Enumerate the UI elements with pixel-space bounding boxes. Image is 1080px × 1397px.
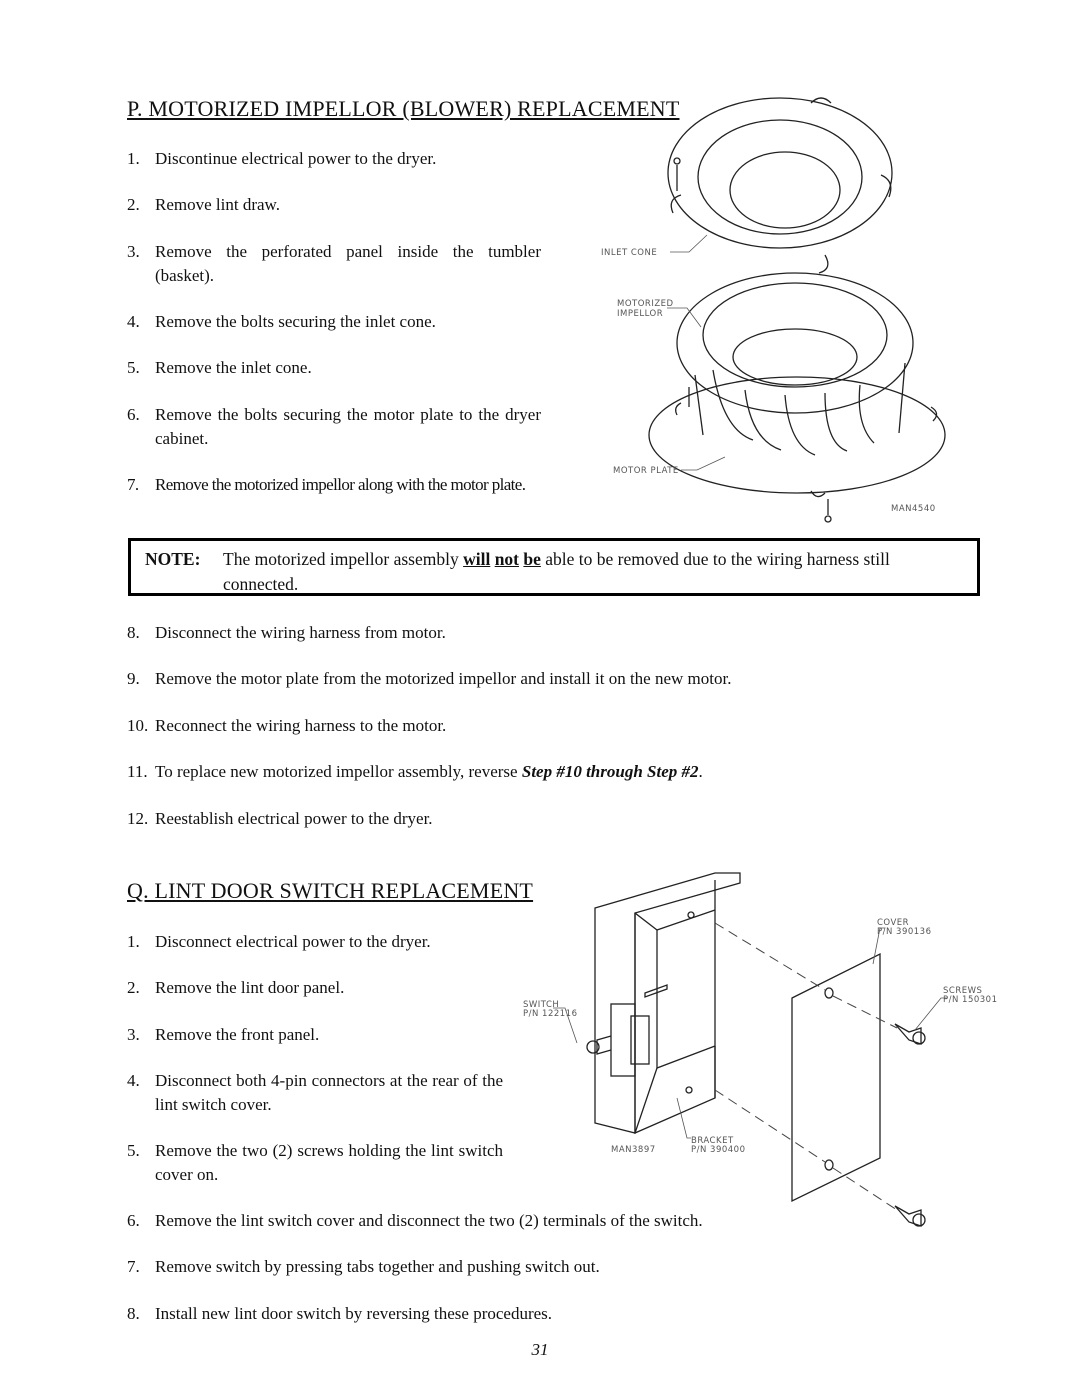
list-item xyxy=(127,310,547,334)
step-number: 2. xyxy=(127,978,140,997)
step-number: 5. xyxy=(127,1141,140,1160)
step-number: 1. xyxy=(127,932,140,951)
step-text: Remove the motorized impellor along with the motor plate. xyxy=(155,475,526,494)
inlet-cone-label: INLET CONE xyxy=(601,248,658,258)
step-text: Remove switch by pressing tabs together and pushing switch out. xyxy=(155,1257,600,1276)
step-reference: Step #10 through Step #2 xyxy=(521,762,699,781)
step-number: 10. xyxy=(127,716,149,735)
note-text xyxy=(223,547,967,597)
step-number: 7. xyxy=(127,1257,140,1276)
step-number: 4. xyxy=(127,1071,140,1090)
diagram-code: MAN3897 xyxy=(611,1145,656,1155)
step-text: Remove the two (2) screws holding the lint switch cover on. xyxy=(155,1141,503,1184)
impellor-label: IMPELLOR xyxy=(617,309,664,319)
step-text: Remove the inlet cone. xyxy=(155,358,312,377)
note-emph-be: be xyxy=(523,549,541,569)
step-text: Install new lint door switch by reversing these procedures. xyxy=(155,1304,553,1323)
list-item xyxy=(127,193,547,217)
step-text: Reestablish electrical power to the dryer. xyxy=(155,809,433,828)
step-text-after: . xyxy=(698,762,703,781)
step-text: Remove the bolts securing the motor plate to the dryer cabinet. xyxy=(155,405,541,448)
step-text-before: To replace new motorized impellor assembly, reverse xyxy=(155,762,522,781)
list-item xyxy=(127,760,987,784)
list-item xyxy=(127,1139,503,1187)
note-box xyxy=(128,538,980,596)
note-emph-not: not xyxy=(494,549,519,569)
step-text: Disconnect both 4-pin connectors at the rear of the lint switch cover. xyxy=(155,1071,503,1114)
step-number: 4. xyxy=(127,312,140,331)
step-number: 12. xyxy=(127,809,149,828)
step-text: Disconnect the wiring harness from motor. xyxy=(155,623,446,642)
list-item xyxy=(127,1302,987,1326)
note-text-after: able to be removed due to the wiring harness still connected. xyxy=(223,549,890,594)
list-item xyxy=(127,1023,547,1047)
cover-part-number: P/N 390136 xyxy=(877,927,932,937)
note-label: NOTE: xyxy=(145,549,201,569)
list-item xyxy=(127,1069,503,1117)
step-number: 1. xyxy=(127,149,140,168)
list-item xyxy=(127,1255,987,1279)
step-number: 6. xyxy=(127,1211,140,1230)
list-item xyxy=(127,976,547,1000)
list-item xyxy=(127,147,547,171)
switch-part-number: P/N 122116 xyxy=(523,1009,578,1019)
lint-switch-diagram xyxy=(515,868,998,1238)
step-text: Remove the front panel. xyxy=(155,1025,320,1044)
step-number: 9. xyxy=(127,669,140,688)
motorized-label: MOTORIZED xyxy=(617,299,674,309)
step-number: 7. xyxy=(127,475,139,494)
step-number: 8. xyxy=(127,623,140,642)
motor-plate-label: MOTOR PLATE xyxy=(613,466,679,476)
list-item xyxy=(127,403,541,451)
diagram-code: MAN4540 xyxy=(891,504,936,514)
list-item xyxy=(127,714,987,738)
list-item xyxy=(127,930,547,954)
step-text: Disconnect electrical power to the dryer. xyxy=(155,932,431,951)
step-text: Discontinue electrical power to the dryer. xyxy=(155,149,437,168)
step-text xyxy=(155,760,987,784)
step-number: 2. xyxy=(127,195,140,214)
step-number: 5. xyxy=(127,358,140,377)
list-item xyxy=(127,807,987,831)
note-emph-will: will xyxy=(463,549,491,569)
bracket-part-number: P/N 390400 xyxy=(691,1145,746,1155)
step-text: Remove the lint door panel. xyxy=(155,978,345,997)
note-text-before: The motorized impellor assembly xyxy=(223,549,464,569)
section-q-heading: Q. LINT DOOR SWITCH REPLACEMENT xyxy=(127,878,534,903)
section-p-heading: P. MOTORIZED IMPELLOR (BLOWER) REPLACEMENT xyxy=(127,96,680,121)
step-text: Remove the perforated panel inside the tumbler (basket). xyxy=(155,242,541,285)
cover-label: COVER xyxy=(877,918,910,928)
switch-label: SWITCH xyxy=(523,1000,560,1010)
screws-label: SCREWS xyxy=(943,986,983,996)
step-text: Remove the bolts securing the inlet cone. xyxy=(155,312,436,331)
step-text: Remove lint draw. xyxy=(155,195,280,214)
list-item xyxy=(127,240,541,288)
list-item xyxy=(127,356,547,380)
bracket-label: BRACKET xyxy=(691,1136,734,1146)
list-item xyxy=(127,473,541,497)
step-text: Remove the motor plate from the motorized impellor and install it on the new motor. xyxy=(155,669,732,688)
page-number: 31 xyxy=(531,1340,549,1359)
step-number: 11. xyxy=(127,762,148,781)
list-item xyxy=(127,621,987,645)
step-text: Remove the lint switch cover and disconnect the two (2) terminals of the switch. xyxy=(155,1211,703,1230)
step-number: 6. xyxy=(127,405,140,424)
step-number: 3. xyxy=(127,242,140,261)
blower-assembly-diagram xyxy=(585,95,965,535)
screws-part-number: P/N 150301 xyxy=(943,995,998,1005)
list-item xyxy=(127,667,987,691)
step-text: Reconnect the wiring harness to the motor. xyxy=(155,716,447,735)
step-number: 3. xyxy=(127,1025,140,1044)
step-number: 8. xyxy=(127,1304,140,1323)
